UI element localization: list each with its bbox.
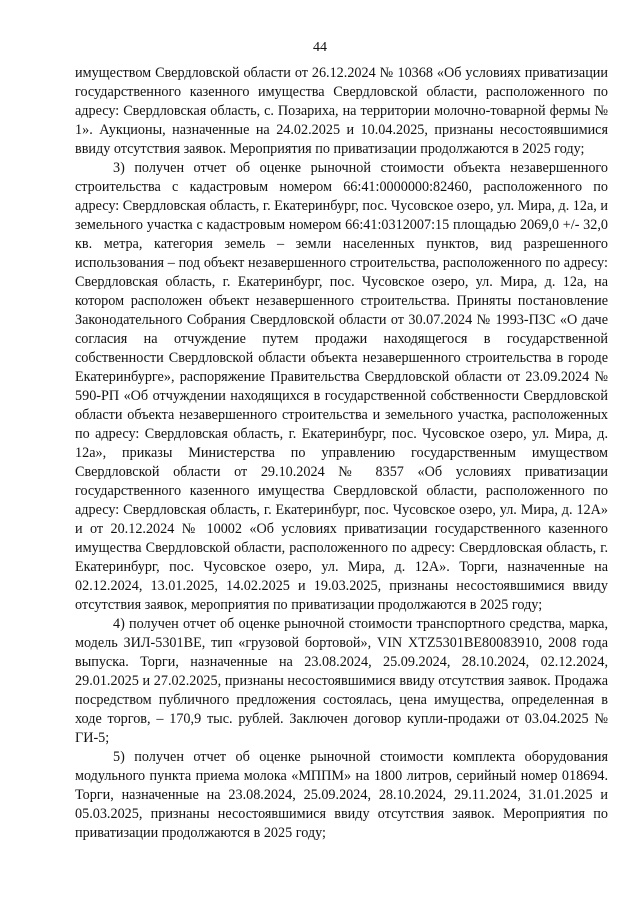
paragraph-item-4: 4) получен отчет об оценке рыночной стоимости транспортного средства, марка, модель ЗИЛ-5301ВЕ, тип «грузовой бортовой», VIN XTZ5301BE80083910, 2008 года выпуска. Торги, назначенные на 23.08.2024, 25.09.2024, 28.10.2024, 02.12.2024, 29.01.2025 и 27.02.2025, признаны несостоявшимися ввиду отсутствия заявок. Продажа посредством публичного предложения состоялась, цена имущества, определенная в ходе торгов, – 170,9 тыс. рублей. Заключен договор купли-продажи от 03.04.2025 № ГИ-5; (75, 616, 608, 746)
paragraph-item-5: 5) получен отчет об оценке рыночной стоимости комплекта оборудования модульного пункта приема молока «МППМ» на 1800 литров, серийный номер 018694. Торги, назначенные на 23.08.2024, 25.09.2024, 28.10.2024, 29.11.2024, 31.01.2025 и 05.03.2025, признаны несостоявшимися ввиду отсутствия заявок. Мероприятия по приватизации продолжаются в 2025 году; (75, 749, 608, 841)
paragraph-continuation: имуществом Свердловской области от 26.12.2024 № 10368 «Об условиях приватизации государственного казенного имущества Свердловской области, расположенного по адресу: Свердловская область, с. Позариха, на территории молочно-товарной фермы № 1». Аукционы, назначенные на 24.02.2025 и 10.04.2025, признаны несостоявшимися ввиду отсутствия заявок. Мероприятия по приватизации продолжаются в 2025 году; (75, 65, 608, 157)
document-body (75, 64, 608, 843)
paragraph-item-3: 3) получен отчет об оценке рыночной стоимости объекта незавершенного строительства с кадастровым номером 66:41:0000000:82460, расположенного по адресу: Свердловская область, г. Екатеринбург, пос. Чусовское озеро, ул. Мира, д. 12а, и земельного участка с кадастровым номером 66:41:0312007:15 площадью 2069,0 +/- 32,0 кв. метра, категория земель – земли населенных пунктов, вид разрешенного использования – под объект незавершенного строительства, расположенного по адресу: Свердловская область, г. Екатеринбург, пос. Чусовское озеро, ул. Мира, д. 12а, на котором расположен объект незавершенного строительства. Приняты постановление Законодательного Собрания Свердловской области от 30.07.2024 № 1993-ПЗС «О даче согласия на отчуждение путем продажи находящегося в государственной собственности Свердловской области объекта незавершенного строительства в городе Екатеринбурге», распоряжение Правительства Свердловской области от 23.09.2024 № 590-РП «Об отчуждении находящихся в государственной собственности Свердловской области объекта незавершенного строительства и земельного участка, расположенных по адресу: Свердловская область, г. Екатеринбург, пос. Чусовское озеро, ул. Мира, д. 12а», приказы Министерства по управлению государственным имуществом Свердловской области от 29.10.2024 № 8357 «Об условиях приватизации государственного казенного имущества Свердловской области, расположенного по адресу: Свердловская область, г. Екатеринбург, пос. Чусовское озеро, ул. Мира, д. 12А» и от 20.12.2024 № 10002 «Об условиях приватизации государственного казенного имущества Свердловской области, расположенного по адресу: Свердловская область, г. Екатеринбург, пос. Чусовское озеро, ул. Мира, д. 12А». Торги, назначенные на 02.12.2024, 13.01.2025, 14.02.2025 и 19.03.2025, признаны несостоявшимися ввиду отсутствия заявок, мероприятия по приватизации продолжаются в 2025 году; (75, 160, 608, 613)
page-number: 44 (313, 40, 327, 55)
